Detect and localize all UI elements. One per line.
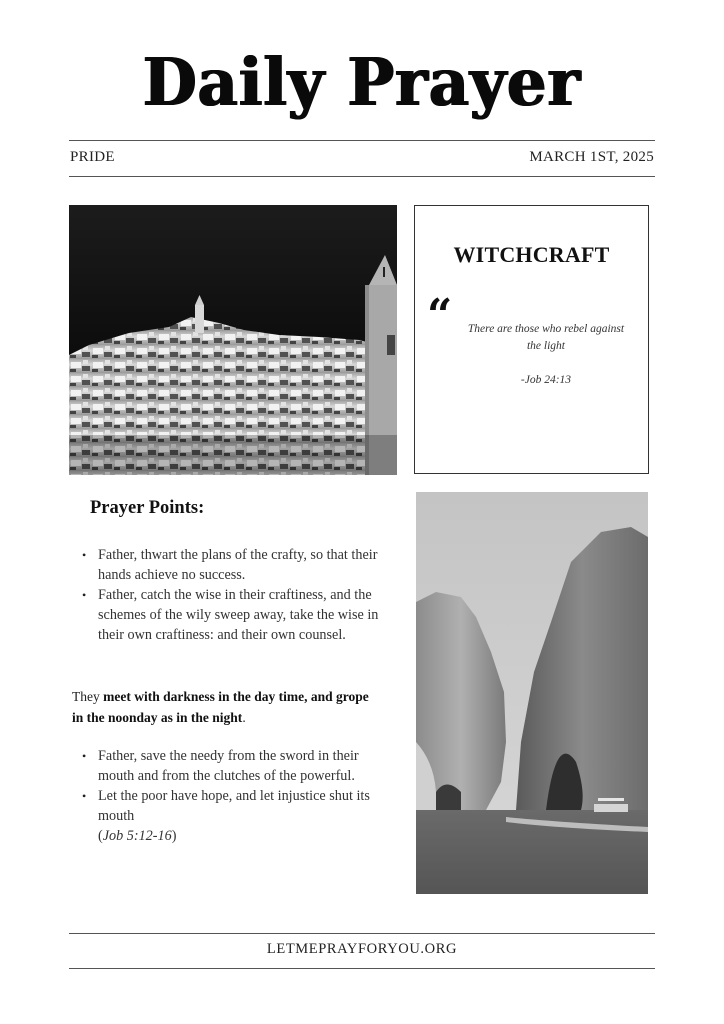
prayer-points-heading: Prayer Points: bbox=[90, 498, 205, 518]
list-item bbox=[82, 786, 382, 846]
quote-card-title: WITCHCRAFT bbox=[453, 242, 610, 267]
emphasis-bold-text: meet with darkness in the day time, and grope in the noonday as in the night bbox=[72, 689, 369, 725]
sea-cliffs-photo bbox=[416, 492, 648, 894]
topic-label: PRIDE bbox=[70, 149, 115, 165]
prayer-points-list-1 bbox=[82, 545, 382, 645]
scripture-emphasis bbox=[72, 686, 372, 728]
website-link[interactable]: LETMEPRAYFORYOU.ORG bbox=[266, 941, 458, 957]
open-quote-icon: “ bbox=[427, 290, 453, 341]
quote-text: There are those who rebel against the light bbox=[467, 323, 625, 352]
town-night-photo bbox=[69, 205, 397, 475]
emphasis-prefix: They bbox=[72, 689, 104, 704]
list-item: • Father, thwart the plans of the crafty, so that their hands achieve no success. bbox=[82, 545, 382, 585]
footer-top-divider bbox=[69, 933, 655, 934]
list-item: • Father, catch the wise in their craftiness, and the schemes of the wily sweep away, take the wise in their own craftiness: and their own counsel. bbox=[82, 585, 382, 645]
citation-close-paren: ) bbox=[171, 828, 177, 844]
header-top-divider bbox=[69, 140, 655, 141]
list-item: • Father, save the needy from the sword in their mouth and from the clutches of the powerful. bbox=[82, 746, 382, 786]
quote-reference: -Job 24:13 bbox=[520, 374, 572, 386]
prayer-points-list-2 bbox=[82, 746, 382, 846]
quote-card bbox=[414, 205, 649, 474]
page-title: Daily Prayer bbox=[142, 44, 582, 121]
list-item-text: Let the poor have hope, and let injustice shut its mouth bbox=[98, 788, 370, 824]
citation-reference: Job 5:12-16 bbox=[102, 828, 172, 844]
date-label: MARCH 1ST, 2025 bbox=[529, 149, 654, 165]
scripture-citation bbox=[98, 828, 176, 844]
emphasis-suffix: . bbox=[242, 710, 246, 725]
citation-open-paren: ( bbox=[98, 828, 103, 844]
header-bottom-divider bbox=[69, 176, 655, 177]
footer-bottom-divider bbox=[69, 968, 655, 969]
